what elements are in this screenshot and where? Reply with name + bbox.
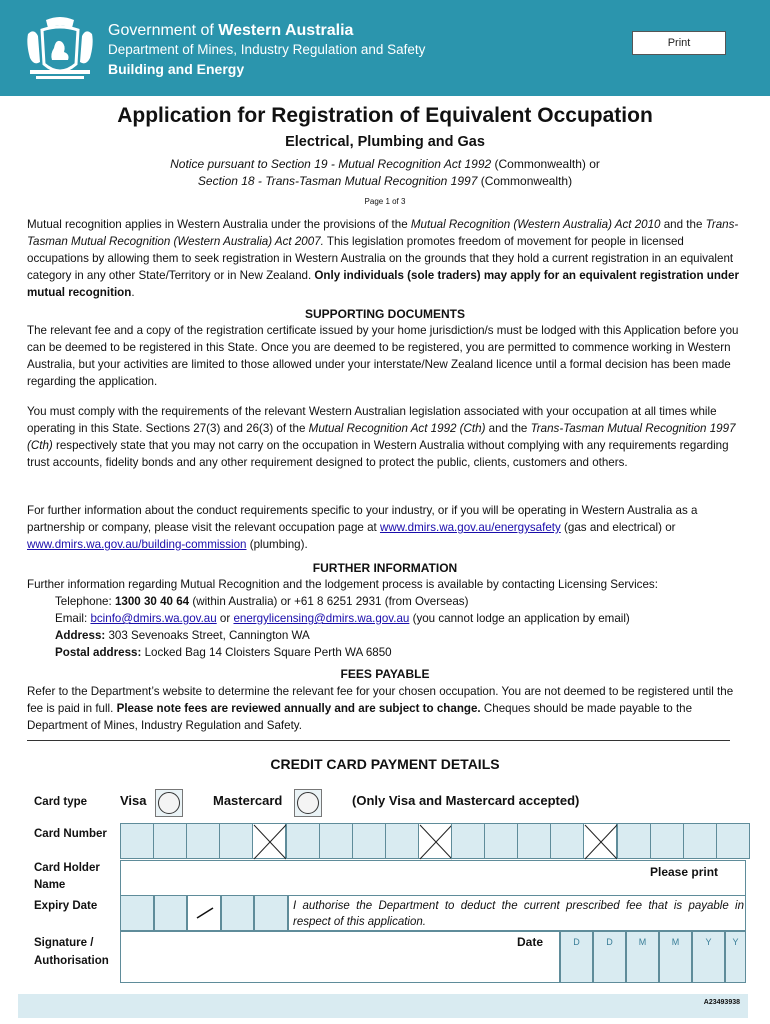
- slash-icon: [188, 896, 222, 932]
- supporting-paragraph-2: [27, 403, 743, 471]
- cross-icon: [584, 824, 618, 860]
- fees-text: Cheques should be made payable to the Department of Mines, Industry Regulation and Safety.: [27, 702, 693, 732]
- p3-text: (plumbing).: [246, 538, 308, 551]
- card-number-digit[interactable]: [319, 823, 353, 859]
- supporting-paragraph-3: [27, 502, 743, 553]
- card-type-label: Card type: [34, 796, 88, 808]
- notice-cw-1: (Commonwealth) or: [491, 157, 600, 171]
- accepted-cards-note: (Only Visa and Mastercard accepted): [352, 793, 580, 808]
- fees-bold: Please note fees are reviewed annually and are subject to change.: [116, 702, 481, 715]
- tel-number: 1300 30 40 64: [114, 595, 190, 608]
- email-or: or: [216, 612, 234, 625]
- energylicensing-email-link[interactable]: energylicensing@dmirs.wa.gov.au: [233, 612, 410, 625]
- card-number-digit[interactable]: [617, 823, 651, 859]
- intro-paragraph: [27, 216, 743, 301]
- date-day-2[interactable]: D: [593, 931, 626, 983]
- intro-act-2: Trans-Tasman Mutual Recognition (Western Australia) Act 2007.: [27, 218, 739, 248]
- mastercard-label: Mastercard: [213, 793, 283, 808]
- card-holder-label: Card Holder Name: [34, 862, 100, 891]
- expiry-year-1[interactable]: [221, 895, 254, 931]
- card-number-digit[interactable]: [286, 823, 320, 859]
- notice-act-2: Section 18 - Trans-Tasman Mutual Recognition 1997: [197, 174, 478, 188]
- bcinfo-email-link[interactable]: bcinfo@dmirs.wa.gov.au: [90, 612, 217, 625]
- page-footer: [18, 994, 748, 1018]
- print-button[interactable]: Print: [632, 31, 726, 55]
- card-number-digit[interactable]: [517, 823, 551, 859]
- further-info-intro: Further information regarding Mutual Recognition and the lodgement process is available by contacting Licensing Services:: [27, 578, 658, 591]
- expiry-month-2[interactable]: [154, 895, 187, 931]
- card-number-digit[interactable]: [352, 823, 386, 859]
- gov-state: Western Australia: [218, 22, 354, 39]
- p2-act-1: Mutual Recognition Act 1992 (Cth): [308, 422, 486, 435]
- telephone-line: [27, 593, 743, 610]
- email-line: [27, 610, 743, 627]
- postal-label: Postal address:: [55, 646, 142, 659]
- date-label: Date: [517, 935, 544, 949]
- intro-text: This legislation promotes freedom of movement for people in licensed occupations by allowing them to seek registration in Western Australia on the grounds that they hold a current registration in an equivalent category in any other State/Territory or in New Zealand.: [27, 235, 734, 282]
- card-number-separator: [583, 823, 617, 859]
- card-number-digit[interactable]: [153, 823, 187, 859]
- signature-field[interactable]: [120, 931, 560, 983]
- visa-label: Visa: [120, 793, 147, 808]
- p2-text: You must comply with the requirements of the relevant Western Australian legislation associated with your occupation at all times while operating in this State. Sections 27(3) and 26(3) of the: [27, 405, 717, 435]
- cross-icon: [419, 824, 453, 860]
- email-label: Email:: [55, 612, 91, 625]
- division-name: Building and Energy: [108, 61, 245, 77]
- expiry-month-1[interactable]: [120, 895, 154, 931]
- section-divider: [27, 740, 730, 741]
- card-number-digit[interactable]: [219, 823, 253, 859]
- p2-text: respectively state that you may not carry on the occupation in Western Australia without complying with any requirements regarding trust accounts, fidelity bonds and any other requirement designed to protect the public, clients, customers and others.: [27, 439, 729, 469]
- page-number: Page 1 of 3: [364, 197, 406, 206]
- card-number-digit[interactable]: [550, 823, 584, 859]
- p2-text: and the: [485, 422, 531, 435]
- card-number-digit[interactable]: [385, 823, 419, 859]
- card-number-separator: [418, 823, 452, 859]
- visa-radio[interactable]: [158, 792, 180, 814]
- card-number-digit[interactable]: [186, 823, 220, 859]
- expiry-separator: [187, 895, 221, 931]
- fees-paragraph: [27, 683, 743, 734]
- page-title: Application for Registration of Equivalent Occupation: [117, 104, 653, 127]
- please-print-hint: Please print: [650, 865, 719, 879]
- date-day-1[interactable]: D: [560, 931, 593, 983]
- postal-value: Locked Bag 14 Cloisters Square Perth WA 6850: [141, 646, 392, 659]
- card-number-digit[interactable]: [716, 823, 750, 859]
- department-name: Department of Mines, Industry Regulation and Safety: [108, 42, 426, 57]
- fees-text: Refer to the Department’s website to determine the relevant fee for your chosen occupation. You are not deemed to be registered until the fee is paid in full.: [27, 685, 734, 715]
- postal-line: [27, 644, 743, 661]
- card-number-digit[interactable]: [120, 823, 154, 859]
- further-info-heading: FURTHER INFORMATION: [312, 561, 458, 575]
- card-number-digit[interactable]: [683, 823, 717, 859]
- supporting-heading: SUPPORTING DOCUMENTS: [304, 307, 465, 321]
- supporting-paragraph-1: The relevant fee and a copy of the registration certificate issued by your home jurisdiction/s must be lodged with this Application before you can be deemed to be registered in this State. Once you are deemed to be registered, you are permitted to commence working in Western Australia, but your activities are limited to those allowed under your interstate/New Zealand licence until a formal decision has been made regarding the application.: [27, 324, 739, 388]
- page-subtitle: Electrical, Plumbing and Gas: [285, 134, 485, 150]
- date-year-1[interactable]: Y: [692, 931, 725, 983]
- intro-text: Mutual recognition applies in Western Australia under the provisions of the: [27, 218, 411, 231]
- building-commission-link[interactable]: www.dmirs.wa.gov.au/building-commission: [27, 538, 247, 551]
- intro-text: and the: [660, 218, 706, 231]
- address-label: Address:: [55, 629, 106, 642]
- tel-label: Telephone:: [55, 595, 115, 608]
- cross-icon: [253, 824, 287, 860]
- mastercard-radio[interactable]: [297, 792, 319, 814]
- fees-heading: FEES PAYABLE: [340, 667, 430, 681]
- date-month-1[interactable]: M: [626, 931, 659, 983]
- energysafety-link[interactable]: www.dmirs.wa.gov.au/energysafety: [379, 521, 561, 534]
- expiry-year-2[interactable]: [254, 895, 288, 931]
- intro-bold: Only individuals (sole traders) may apply for an equivalent registration under mutual recognition: [27, 269, 739, 299]
- card-number-digit[interactable]: [650, 823, 684, 859]
- further-info-block: [27, 576, 743, 661]
- card-number-separator: [252, 823, 286, 859]
- gov-prefix: Government of: [108, 22, 214, 39]
- page-header: [0, 0, 770, 96]
- card-number-digit[interactable]: [484, 823, 518, 859]
- card-number-label: Card Number: [34, 828, 107, 840]
- date-year-2[interactable]: Y: [725, 931, 746, 983]
- intro-text: .: [131, 286, 135, 299]
- address-line: [27, 627, 743, 644]
- date-month-2[interactable]: M: [659, 931, 692, 983]
- notice-cw-2: (Commonwealth): [477, 174, 573, 188]
- document-id: A23493938: [703, 999, 740, 1006]
- address-value: 303 Sevenoaks Street, Cannington WA: [105, 629, 310, 642]
- notice-act-1: Notice pursuant to Section 19 - Mutual Recognition Act 1992: [170, 157, 492, 171]
- signature-label: Signature / Authorisation: [34, 937, 109, 967]
- tel-rest: (within Australia) or +61 8 6251 2931 (from Overseas): [189, 595, 469, 608]
- p3-text: (gas and electrical) or: [560, 521, 676, 534]
- card-number-digit[interactable]: [451, 823, 485, 859]
- email-note: (you cannot lodge an application by email): [409, 612, 630, 625]
- legal-notice: [0, 156, 770, 190]
- p2-act-2: Trans-Tasman Mutual Recognition 1997 (Cth): [27, 422, 736, 452]
- p3-text: For further information about the conduct requirements specific to your industry, or if you will be operating in Western Australia as a partnership or company, please visit the relevant occupation page at: [27, 504, 698, 534]
- expiry-label: Expiry Date: [34, 900, 98, 912]
- authorisation-text: I authorise the Department to deduct the current prescribed fee that is payable in respect of this application.: [293, 900, 744, 928]
- intro-act-1: Mutual Recognition (Western Australia) Act 2010: [410, 218, 661, 231]
- credit-card-heading: CREDIT CARD PAYMENT DETAILS: [270, 756, 500, 772]
- government-name: [108, 22, 353, 40]
- wa-crest-logo-icon: [22, 14, 98, 82]
